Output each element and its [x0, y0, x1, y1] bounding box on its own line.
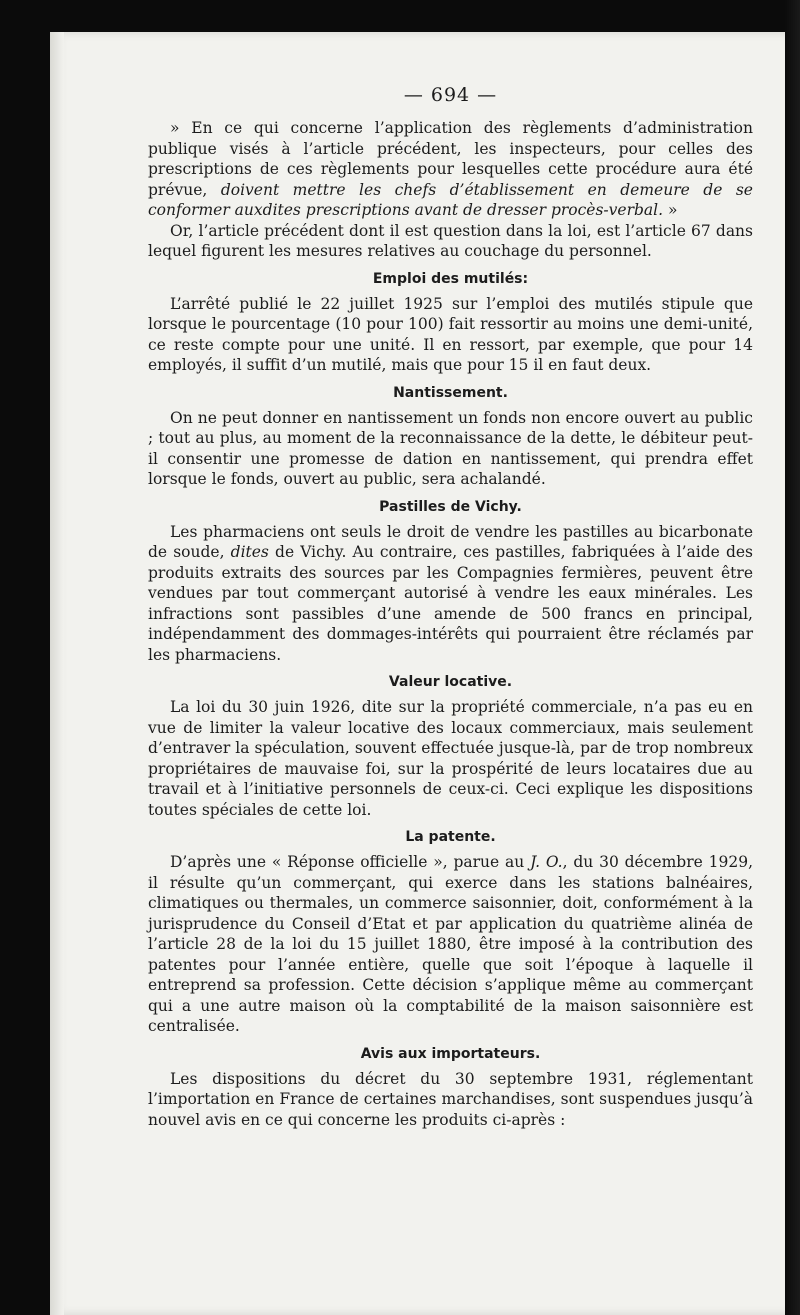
section-title: Valeur locative.: [388, 674, 513, 690]
section-pastilles-vichy: [148, 498, 753, 666]
page-content: [148, 84, 753, 1132]
page-number: — 694 —: [403, 84, 498, 106]
section-text: [148, 522, 753, 666]
section-text: L’arrêté publié le 22 juillet 1925 sur l’emploi des mutilés stipule que lorsque le pourcentage (10 pour 100) fait ressortir au moins une demi-unité, ce reste compte pour une unité. Il en ressort, par exemple, que pour 14 employés, il suffit d’un mutilé, mais que pour 15 il en faut deux.: [148, 294, 753, 374]
section-text-a: D’après une « Réponse officielle », parue au: [170, 853, 531, 871]
section-text-italic: dites: [230, 543, 269, 561]
section-text-b: de Vichy. Au contraire, ces pastilles, fabriquées à l’aide des produits extraits des sources par les Compagnies fermières, peuvent être vendues par tout commerçant autorisé à vendre les eaux minérales. Les infractions sont passibles d’une amende de 500 francs en principal, indépendamment des dommages-intérêts qui pourraient être réclamés par les pharmaciens.: [148, 543, 753, 664]
section-text-italic: J. O.: [530, 853, 563, 871]
section-title: Nantissement.: [393, 384, 508, 401]
section-title: Avis aux importateurs.: [360, 1045, 541, 1062]
section-valeur-locative: [148, 673, 753, 820]
section-text-a: Les pharmaciens ont seuls le droit de vendre les pastilles au bicarbonate de soude,: [148, 522, 753, 561]
paragraph-intro-1: [148, 118, 753, 221]
section-nantissement: [148, 384, 753, 490]
section-text-b: , du 30 décembre 1929, il résulte qu’un commerçant, qui exerce dans les stations balnéaires, climatiques ou thermales, un commerce saisonnier, doit, conformément à la jurisprudence du Conseil d’Etat et par application du quatrième alinéa de l’article 28 de la loi du 15 juillet 1880, être imposé à la contribution des patentes pour l’année entière, quelle que soit l’époque à laquelle il entreprend sa profession. Cette décision s’applique même au commerçant qui a une autre maison où la comptabilité de la maison saisonnière est centralisée.: [148, 853, 753, 1035]
section-title: Pastilles de Vichy.: [379, 498, 522, 515]
section-text: Les dispositions du décret du 30 septembre 1931, réglementant l’importation en France de certaines marchandises, sont suspendues jusqu’à nouvel avis en ce qui concerne les produits ci-après :: [148, 1069, 753, 1129]
section-text: On ne peut donner en nantissement un fonds non encore ouvert au public ; tout au plus, au moment de la reconnaissance de la dette, le débiteur peut-il consentir une promesse de dation en nantissement, qui prendra effet lorsque le fonds, ouvert au public, sera achalandé.: [148, 408, 753, 488]
section-title: Emploi des mutilés:: [372, 270, 529, 287]
paragraph-intro-2: Or, l’article précédent dont il est question dans la loi, est l’article 67 dans lequel figurent les mesures relatives au couchage du personnel.: [148, 221, 753, 260]
intro-text-b: »: [663, 201, 678, 219]
section-title: La patente.: [405, 829, 496, 845]
section-text: La loi du 30 juin 1926, dite sur la propriété commerciale, n’a pas eu en vue de limiter la valeur locative des locaux commerciaux, mais seulement d’entraver la spéculation, souvent effectuée jusque-là, par de trop nombreux propriétaires de mauvaise foi, sur la prospérité de leurs locataires due au travail et à l’initiative personnels de ceux-ci. Ceci explique les dispositions toutes spéciales de cette loi.: [148, 698, 753, 819]
section-avis-importateurs: [148, 1045, 753, 1131]
page-edge-shadow: [785, 0, 800, 1315]
intro-text-a: » En ce qui concerne l’application des règlements d’administration publique visés à l’article précédent, les inspecteurs, pour celles des prescriptions de ces règlements pour lesquelles cette procédure aura été prévue,: [148, 119, 753, 199]
section-text: [148, 852, 753, 1037]
intro-text-italic: doivent mettre les chefs d’établissement en demeure de se conformer auxdites prescriptions avant de dresser procès-verbal.: [148, 180, 753, 219]
section-la-patente: [148, 828, 753, 1037]
section-emploi-mutiles: [148, 270, 753, 376]
